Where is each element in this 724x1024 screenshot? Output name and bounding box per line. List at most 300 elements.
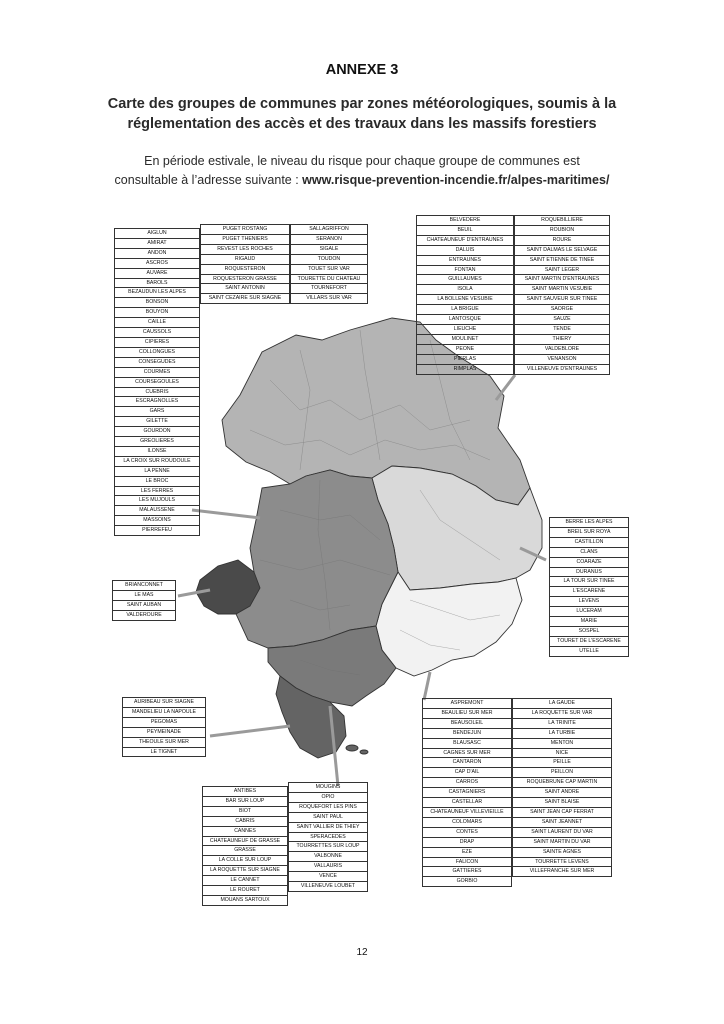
commune-name: LA TURBIE — [513, 728, 612, 738]
commune-row — [203, 886, 288, 896]
commune-name: SAORGE — [515, 305, 610, 315]
commune-row — [291, 234, 368, 244]
commune-name: NICE — [513, 748, 612, 758]
commune-name: CONTES — [423, 827, 512, 837]
commune-row — [291, 294, 368, 304]
commune-name: SAINT CEZAIRE SUR SIAGNE — [201, 294, 290, 304]
commune-name: PEONE — [417, 344, 514, 354]
commune-row — [203, 856, 288, 866]
commune-name: CHATEAUNEUF D'ENTRAUNES — [417, 235, 514, 245]
commune-name: TENDE — [515, 324, 610, 334]
commune-row — [423, 748, 512, 758]
commune-name: COLLONGUES — [115, 347, 200, 357]
commune-name: BAROLS — [115, 278, 200, 288]
commune-name: SAUZE — [515, 315, 610, 325]
commune-row — [113, 590, 176, 600]
commune-row — [515, 265, 610, 275]
commune-row — [550, 567, 629, 577]
commune-row — [289, 802, 368, 812]
commune-row — [115, 328, 200, 338]
commune-row — [417, 265, 514, 275]
commune-row — [115, 516, 200, 526]
arrow-haute-montagne — [496, 375, 515, 400]
commune-row — [423, 827, 512, 837]
commune-name: PEILLE — [513, 758, 612, 768]
commune-row — [417, 216, 514, 226]
commune-name: LE TIGNET — [123, 747, 206, 757]
commune-name: BEUIL — [417, 225, 514, 235]
commune-name: TOURRETTE LEVENS — [513, 857, 612, 867]
commune-row — [115, 258, 200, 268]
commune-row — [291, 254, 368, 264]
commune-name: MALAUSSENE — [115, 506, 200, 516]
commune-name: AIGLUN — [115, 229, 200, 239]
table-prealpes-grasse-col2 — [200, 224, 290, 304]
commune-row — [289, 832, 368, 842]
commune-name: PIERLAS — [417, 354, 514, 364]
commune-row — [513, 837, 612, 847]
commune-name: ANDON — [115, 248, 200, 258]
commune-name: LA ROQUETTE SUR VAR — [513, 708, 612, 718]
commune-name: BREIL SUR ROYA — [550, 527, 629, 537]
commune-name: TOUET SUR VAR — [291, 264, 368, 274]
commune-row — [550, 626, 629, 636]
page-number: 12 — [356, 947, 368, 958]
commune-name: LA TOUR SUR TINEE — [550, 577, 629, 587]
commune-row — [115, 298, 200, 308]
commune-name: MANDELIEU LA NAPOULE — [123, 707, 206, 717]
commune-row — [203, 806, 288, 816]
commune-row — [115, 337, 200, 347]
commune-name: BONSON — [115, 298, 200, 308]
commune-name: LA ROQUETTE SUR SIAGNE — [203, 866, 288, 876]
commune-name: LA COLLE SUR LOUP — [203, 856, 288, 866]
commune-row — [515, 334, 610, 344]
commune-row — [201, 234, 290, 244]
zone-prealpes-grasse — [236, 470, 398, 648]
commune-row — [513, 788, 612, 798]
commune-row — [513, 807, 612, 817]
commune-row — [115, 397, 200, 407]
commune-row — [289, 822, 368, 832]
commune-name: PEGOMAS — [123, 717, 206, 727]
table-haute-montagne-col2 — [514, 215, 610, 375]
commune-row — [513, 768, 612, 778]
commune-row — [513, 708, 612, 718]
commune-row — [115, 288, 200, 298]
commune-row — [417, 354, 514, 364]
commune-row — [115, 526, 200, 536]
commune-name: TOURET DE L'ESCARENE — [550, 636, 629, 646]
commune-name: COURSEGOULES — [115, 377, 200, 387]
commune-name: BRIANCONNET — [113, 581, 176, 591]
table-littoral-est-col1 — [422, 698, 512, 887]
commune-name: BOUYON — [115, 308, 200, 318]
commune-name: LA TRINITE — [513, 718, 612, 728]
commune-name: GREOLIERES — [115, 437, 200, 447]
title-line-2: réglementation des accès et des travaux dans les massifs forestiers — [127, 116, 597, 132]
commune-name: ASPREMONT — [423, 699, 512, 709]
lerins-island-2 — [360, 750, 368, 754]
commune-row — [289, 882, 368, 892]
commune-name: CANNES — [203, 826, 288, 836]
commune-row — [417, 315, 514, 325]
commune-name: SAINT JEANNET — [513, 817, 612, 827]
commune-name: SAINT PAUL — [289, 812, 368, 822]
commune-row — [513, 857, 612, 867]
commune-name: BAR SUR LOUP — [203, 796, 288, 806]
commune-row — [115, 427, 200, 437]
commune-name: SAINTE AGNES — [513, 847, 612, 857]
commune-name: COARAZE — [550, 557, 629, 567]
commune-row — [513, 758, 612, 768]
commune-row — [423, 807, 512, 817]
commune-row — [115, 437, 200, 447]
table-prealpes-grasse-col3 — [290, 224, 368, 304]
commune-name: THEOULE SUR MER — [123, 737, 206, 747]
commune-name: CABRIS — [203, 816, 288, 826]
commune-row — [513, 738, 612, 748]
commune-name: SOSPEL — [550, 626, 629, 636]
commune-name: AURIBEAU SUR SIAGNE — [123, 698, 206, 708]
commune-row — [423, 847, 512, 857]
commune-row — [115, 318, 200, 328]
commune-row — [417, 255, 514, 265]
commune-name: PUGET THENIERS — [201, 234, 290, 244]
commune-row — [115, 347, 200, 357]
commune-name: SAINT SAUVEUR SUR TINEE — [515, 295, 610, 305]
commune-name: BENDEJUN — [423, 728, 512, 738]
zone-littoral-est — [376, 572, 522, 676]
commune-name: FONTAN — [417, 265, 514, 275]
commune-row — [515, 344, 610, 354]
commune-name: CARROS — [423, 778, 512, 788]
commune-row — [513, 817, 612, 827]
commune-name: BELVEDERE — [417, 216, 514, 226]
commune-name: SAINT JEAN CAP FERRAT — [513, 807, 612, 817]
commune-name: LA PENNE — [115, 466, 200, 476]
table-ouest — [112, 580, 176, 621]
commune-name: VALLAURIS — [289, 862, 368, 872]
commune-row — [115, 229, 200, 239]
commune-name: SAINT MARTIN D'ENTRAUNES — [515, 275, 610, 285]
commune-row — [515, 324, 610, 334]
commune-name: LUCERAM — [550, 607, 629, 617]
commune-row — [289, 852, 368, 862]
commune-name: SAINT ANTONIN — [201, 284, 290, 294]
subtitle-prefix: consultable à l’adresse suivante : — [114, 173, 303, 187]
commune-row — [115, 387, 200, 397]
commune-name: VILLENEUVE LOUBET — [289, 882, 368, 892]
commune-row — [113, 581, 176, 591]
table-prealpes-nice — [549, 517, 629, 657]
commune-row — [423, 798, 512, 808]
commune-row — [113, 610, 176, 620]
table-esterel — [122, 697, 206, 757]
commune-name: ROQUESTERON GRASSE — [201, 274, 290, 284]
commune-row — [115, 456, 200, 466]
commune-name: ROQUEBILLIERE — [515, 216, 610, 226]
commune-name: CANTARON — [423, 758, 512, 768]
commune-name: RIMPLAS — [417, 364, 514, 374]
commune-row — [550, 577, 629, 587]
commune-row — [423, 758, 512, 768]
commune-name: CAP D'AIL — [423, 768, 512, 778]
commune-name: LIEUCHE — [417, 324, 514, 334]
commune-name: VILLENEUVE D'ENTRAUNES — [515, 364, 610, 374]
commune-name: ENTRAUNES — [417, 255, 514, 265]
commune-row — [515, 285, 610, 295]
commune-row — [115, 486, 200, 496]
commune-row — [513, 718, 612, 728]
commune-name: MASSOINS — [115, 516, 200, 526]
commune-name: LA CROIX SUR ROUDOULE — [115, 456, 200, 466]
commune-name: GUILLAUMES — [417, 275, 514, 285]
commune-name: LE ROURET — [203, 886, 288, 896]
table-littoral-ouest-col1 — [202, 786, 288, 906]
commune-name: CUEBRIS — [115, 387, 200, 397]
commune-name: CASTAGNIERS — [423, 788, 512, 798]
commune-name: SAINT LEGER — [515, 265, 610, 275]
commune-name: MOULINET — [417, 334, 514, 344]
commune-name: MENTON — [513, 738, 612, 748]
commune-row — [513, 847, 612, 857]
commune-row — [515, 216, 610, 226]
commune-name: AMIRAT — [115, 238, 200, 248]
commune-row — [513, 798, 612, 808]
commune-row — [423, 699, 512, 709]
commune-row — [115, 278, 200, 288]
commune-name: SAINT ANDRE — [513, 788, 612, 798]
commune-name: LA GAUDE — [513, 699, 612, 709]
commune-row — [201, 264, 290, 274]
commune-name: EZE — [423, 847, 512, 857]
commune-row — [513, 867, 612, 877]
commune-name: TOUDON — [291, 254, 368, 264]
commune-row — [417, 364, 514, 374]
commune-row — [515, 364, 610, 374]
commune-row — [513, 699, 612, 709]
commune-name: LES MUJOULS — [115, 496, 200, 506]
commune-row — [123, 707, 206, 717]
commune-row — [291, 244, 368, 254]
commune-name: VILLEFRANCHE SUR MER — [513, 867, 612, 877]
commune-name: LA BRIGUE — [417, 305, 514, 315]
commune-name: ANTIBES — [203, 787, 288, 797]
commune-name: GRASSE — [203, 846, 288, 856]
commune-name: BEAULIEU SUR MER — [423, 708, 512, 718]
commune-row — [203, 796, 288, 806]
commune-row — [513, 748, 612, 758]
commune-name: SALLAGRIFFON — [291, 225, 368, 235]
commune-name: CHATEAUNEUF VILLEVIEILLE — [423, 807, 512, 817]
commune-name: GILETTE — [115, 417, 200, 427]
commune-row — [513, 728, 612, 738]
commune-name: SPERACEDES — [289, 832, 368, 842]
commune-row — [515, 315, 610, 325]
lerins-island-1 — [346, 745, 358, 751]
commune-name: ASCROS — [115, 258, 200, 268]
commune-row — [289, 872, 368, 882]
table-prealpes-grasse-col1 — [114, 228, 200, 536]
commune-name: CLANS — [550, 547, 629, 557]
commune-name: LE MAS — [113, 590, 176, 600]
commune-row — [115, 466, 200, 476]
commune-row — [423, 708, 512, 718]
commune-row — [115, 407, 200, 417]
commune-row — [115, 238, 200, 248]
commune-row — [115, 377, 200, 387]
commune-name: CASTILLON — [550, 537, 629, 547]
commune-name: VALDEBLORE — [515, 344, 610, 354]
commune-name: BERRE LES ALPES — [550, 518, 629, 528]
commune-name: FALICON — [423, 857, 512, 867]
arrow-esterel — [210, 726, 290, 736]
commune-row — [423, 738, 512, 748]
commune-row — [115, 476, 200, 486]
commune-row — [115, 417, 200, 427]
commune-name: SAINT VALLIER DE THIEY — [289, 822, 368, 832]
commune-row — [201, 225, 290, 235]
commune-row — [115, 446, 200, 456]
table-littoral-est-col2 — [512, 698, 612, 877]
commune-row — [515, 354, 610, 364]
commune-row — [423, 778, 512, 788]
commune-name: PUGET ROSTANG — [201, 225, 290, 235]
commune-name: LA BOLLENE VESUBIE — [417, 295, 514, 305]
commune-row — [417, 295, 514, 305]
commune-name: CHATEAUNEUF DE GRASSE — [203, 836, 288, 846]
commune-name: CAILLE — [115, 318, 200, 328]
commune-name: UTELLE — [550, 646, 629, 656]
commune-name: SAINT BLAISE — [513, 798, 612, 808]
commune-name: LE CANNET — [203, 876, 288, 886]
commune-row — [115, 248, 200, 258]
commune-name: MOUANS SARTOUX — [203, 895, 288, 905]
commune-row — [203, 816, 288, 826]
commune-row — [113, 600, 176, 610]
commune-name: ROQUEBRUNE CAP MARTIN — [513, 778, 612, 788]
commune-name: SAINT MARTIN VESUBIE — [515, 285, 610, 295]
commune-row — [550, 518, 629, 528]
commune-row — [201, 244, 290, 254]
commune-name: GATTIERES — [423, 867, 512, 877]
commune-name: ISOLA — [417, 285, 514, 295]
commune-name: GORBIO — [423, 877, 512, 887]
commune-name: SAINT ETIENNE DE TINEE — [515, 255, 610, 265]
commune-row — [123, 698, 206, 708]
commune-name: BLAUSASC — [423, 738, 512, 748]
commune-name: PEYMEINADE — [123, 727, 206, 737]
commune-row — [423, 857, 512, 867]
commune-row — [291, 225, 368, 235]
commune-name: ILONSE — [115, 446, 200, 456]
commune-row — [417, 275, 514, 285]
commune-row — [115, 357, 200, 367]
commune-name: ROQUESTERON — [201, 264, 290, 274]
commune-row — [417, 324, 514, 334]
commune-row — [203, 876, 288, 886]
commune-row — [291, 274, 368, 284]
commune-name: LES FERRES — [115, 486, 200, 496]
commune-name: CIPIERES — [115, 337, 200, 347]
commune-row — [289, 783, 368, 793]
commune-row — [289, 812, 368, 822]
commune-name: ESCRAGNOLLES — [115, 397, 200, 407]
commune-row — [550, 537, 629, 547]
commune-row — [423, 867, 512, 877]
commune-name: LEVENS — [550, 597, 629, 607]
commune-row — [423, 718, 512, 728]
commune-row — [123, 747, 206, 757]
commune-row — [115, 496, 200, 506]
commune-row — [123, 717, 206, 727]
commune-name: VALBONNE — [289, 852, 368, 862]
commune-name: L'ESCARENE — [550, 587, 629, 597]
arrow-prealpes-grasse — [192, 510, 260, 518]
commune-row — [201, 294, 290, 304]
arrow-littoral-est — [424, 672, 430, 700]
risk-url-link[interactable]: www.risque-prevention-incendie.fr/alpes-maritimes/ — [302, 173, 610, 187]
commune-row — [423, 768, 512, 778]
commune-row — [201, 274, 290, 284]
commune-row — [291, 284, 368, 294]
annex-heading: ANNEXE 3 — [325, 62, 399, 78]
commune-name: SAINT LAURENT DU VAR — [513, 827, 612, 837]
commune-name: GARS — [115, 407, 200, 417]
subtitle-line-1: En période estivale, le niveau du risque pour chaque groupe de communes est — [144, 154, 580, 168]
commune-name: LE BROC — [115, 476, 200, 486]
commune-name: PIERREFEU — [115, 526, 200, 536]
commune-row — [115, 506, 200, 516]
commune-name: TOURNEFORT — [291, 284, 368, 294]
commune-row — [513, 778, 612, 788]
commune-name: SERANON — [291, 234, 368, 244]
commune-row — [515, 295, 610, 305]
commune-name: COURMES — [115, 367, 200, 377]
commune-row — [513, 827, 612, 837]
commune-name: ROQUEFORT LES PINS — [289, 802, 368, 812]
commune-row — [115, 367, 200, 377]
commune-name: CAUSSOLS — [115, 328, 200, 338]
commune-row — [417, 225, 514, 235]
commune-name: OPIO — [289, 792, 368, 802]
commune-row — [515, 305, 610, 315]
commune-name: COLOMARS — [423, 817, 512, 827]
commune-name: MOUGINS — [289, 783, 368, 793]
commune-name: SAINT AUBAN — [113, 600, 176, 610]
commune-row — [291, 264, 368, 274]
commune-name: CAGNES SUR MER — [423, 748, 512, 758]
commune-row — [550, 636, 629, 646]
commune-name: CASTELLAR — [423, 798, 512, 808]
commune-name: SIGALE — [291, 244, 368, 254]
commune-name: BEAUSOLEIL — [423, 718, 512, 728]
commune-row — [550, 557, 629, 567]
commune-row — [417, 334, 514, 344]
commune-row — [417, 305, 514, 315]
commune-name: MARIE — [550, 617, 629, 627]
commune-row — [203, 895, 288, 905]
table-haute-montagne-col1 — [416, 215, 514, 375]
commune-row — [417, 285, 514, 295]
commune-name: CONSEGUDES — [115, 357, 200, 367]
title-line-1: Carte des groupes de communes par zones météorologiques, soumis à la — [107, 96, 617, 112]
commune-row — [550, 587, 629, 597]
commune-row — [417, 235, 514, 245]
commune-name: TOURETTE DU CHATEAU — [291, 274, 368, 284]
commune-row — [423, 788, 512, 798]
